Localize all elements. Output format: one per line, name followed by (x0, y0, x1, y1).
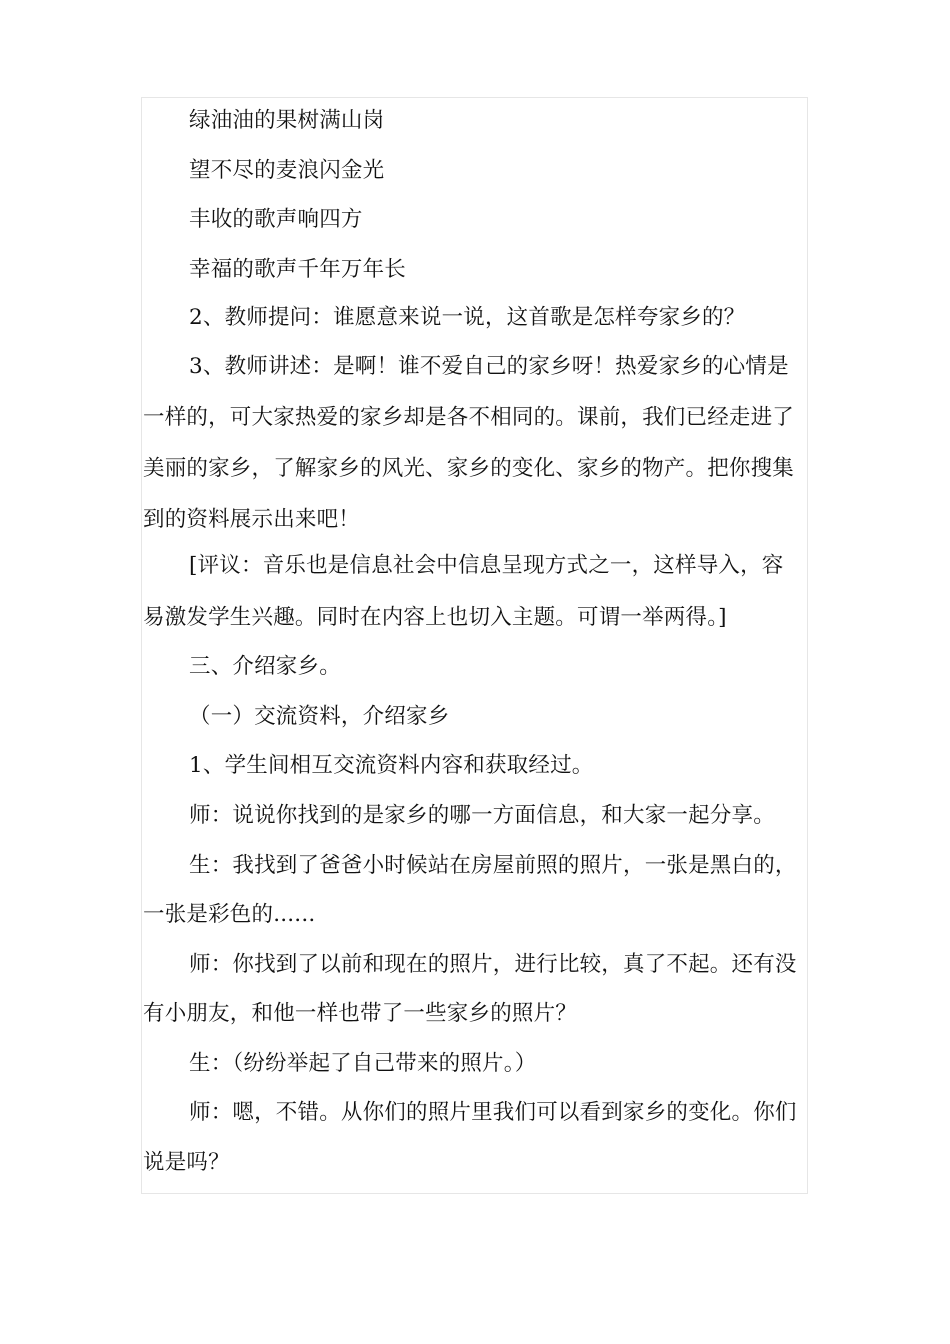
text-line: 生：我找到了爸爸小时候站在房屋前照的照片，一张是黑白的， (189, 853, 797, 878)
text-line: 一样的，可大家热爱的家乡却是各不相同的。课前，我们已经走进了 (143, 405, 795, 430)
text-line: 师：你找到了以前和现在的照片，进行比较，真了不起。还有没 (189, 952, 797, 977)
subsection-heading: （一）交流资料，介绍家乡 (189, 704, 450, 729)
text-line: 师：说说你找到的是家乡的哪一方面信息，和大家一起分享。 (189, 803, 775, 828)
text-line: 有小朋友，和他一样也带了一些家乡的照片？ (143, 1001, 578, 1026)
text-line: 幸福的歌声千年万年长 (189, 257, 407, 282)
text-line: 望不尽的麦浪闪金光 (189, 158, 385, 183)
text-line: 说是吗？ (143, 1150, 230, 1175)
text-line: [评议：音乐也是信息社会中信息呈现方式之一，这样导入，容 (189, 553, 784, 578)
section-heading: 三、介绍家乡。 (189, 654, 341, 679)
text-line: 1、学生间相互交流资料内容和获取经过。 (189, 753, 594, 778)
text-line: 绿油油的果树满山岗 (189, 108, 385, 133)
text-line: 师：嗯，不错。从你们的照片里我们可以看到家乡的变化。你们 (189, 1100, 797, 1125)
text-line: 3、教师讲述：是啊！谁不爱自己的家乡呀！热爱家乡的心情是 (189, 354, 789, 379)
text-line: 到的资料展示出来吧！ (143, 507, 361, 532)
text-line: 丰收的歌声响四方 (189, 207, 363, 232)
text-line: 一张是彩色的...... (143, 902, 316, 927)
text-line: 美丽的家乡，了解家乡的风光、家乡的变化、家乡的物产。把你搜集 (143, 456, 795, 481)
text-line: 易激发学生兴趣。同时在内容上也切入主题。可谓一举两得。] (143, 605, 727, 630)
text-line: 生：（纷纷举起了自己带来的照片。） (189, 1051, 537, 1076)
text-line: 2、教师提问：谁愿意来说一说，这首歌是怎样夸家乡的？ (189, 305, 746, 330)
